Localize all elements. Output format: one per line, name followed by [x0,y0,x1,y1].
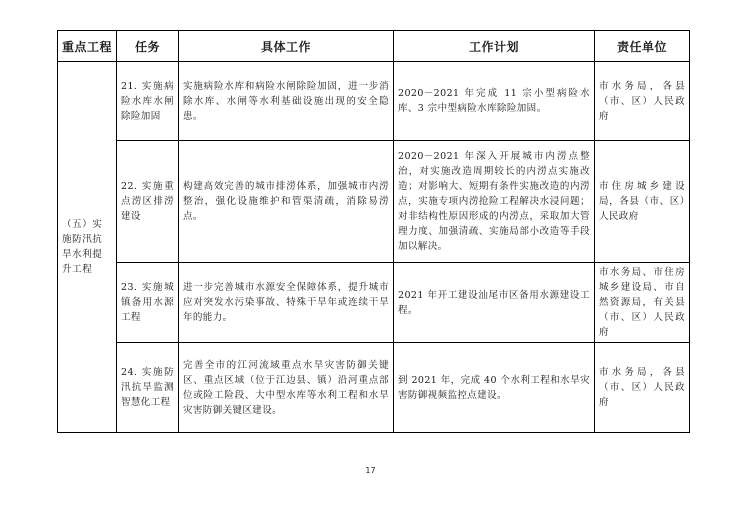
unit-cell [595,141,690,263]
plan-cell [394,141,595,263]
plan-cell [394,263,595,343]
content-cell [179,343,394,433]
content-cell [179,141,394,263]
task-cell [117,263,179,343]
table-row [58,62,690,141]
plan-text: 2021 年开工建设汕尾市区备用水源建设工程。 [398,289,590,316]
table-row [58,343,690,433]
header-plan: 工作计划 [394,31,595,62]
task-text: 22. 实施重点涝区排涝建设 [121,181,174,222]
task-cell [117,62,179,141]
plan-text: 到 2021 年，完成 40 个水利工程和水旱灾害防御视频监控点建设。 [398,374,590,401]
content-text: 构建高效完善的城市排涝体系，加强城市内涝整治，强化设施维护和管渠清疏，消除易涝点。 [183,181,389,222]
table-row [58,263,690,343]
plan-text: 2020－2021 年完成 11 宗小型病险水库、3 宗中型病险水库除险加固。 [398,88,590,114]
task-text: 23. 实施城镇备用水源工程 [121,282,174,323]
content-text: 完善全市的江河流域重点水旱灾害防御关键区、重点区域（位于江边县、镇）沿河重点部位或险工险段、大中型水库等水利工程和水旱灾害防御关键区建设。 [183,359,389,416]
task-text: 21. 实施病险水库水闸除险加固 [121,80,174,122]
project-name: （五）实施防汛抗旱水利提升工程 [62,219,103,275]
header-unit: 责任单位 [595,31,690,62]
task-cell [117,343,179,433]
unit-text: 市水务局，各县（市、区）人民政府 [599,367,685,408]
page-number: 17 [365,466,376,475]
unit-text: 市水务局，各县（市、区）人民政府 [599,80,685,122]
task-text: 24. 实施防汛抗旱监测智慧化工程 [121,367,174,408]
header-project: 重点工程 [58,31,117,62]
table-header-row [58,31,690,62]
content-cell [179,62,394,141]
unit-cell [595,343,690,433]
unit-text: 市水务局、市住房城乡建设局、市自然资源局，有关县（市、区）人民政府 [599,267,685,338]
table-row [58,141,690,263]
content-text: 实施病险水库和病险水闸除险加固，进一步消除水库、水闸等水利基础设施出现的安全隐患。 [183,80,389,122]
plan-text: 2020－2021 年深入开展城市内涝点整治，对实施改造周期较长的内涝点实施改造；对影响大、短期有条件实施改造的内涝点，实施专项内涝抢险工程解决水浸问题；对非结构性原因形成的内涝点，采取加大管理力度、加强清疏、实施局部小改造等手段加以解决。 [398,151,590,252]
plan-cell [394,62,595,141]
plan-cell [394,343,595,433]
content-text: 进一步完善城市水源安全保障体系，提升城市应对突发水污染事故、特殊干旱年或连续干旱年的能力。 [183,282,389,323]
unit-cell [595,263,690,343]
work-plan-table [57,30,690,433]
project-cell [58,62,117,433]
header-task: 任务 [117,31,179,62]
task-cell [117,141,179,263]
unit-cell [595,62,690,141]
header-content: 具体工作 [179,31,394,62]
unit-text: 市住房城乡建设局，各县（市、区）人民政府 [599,181,685,222]
content-cell [179,263,394,343]
